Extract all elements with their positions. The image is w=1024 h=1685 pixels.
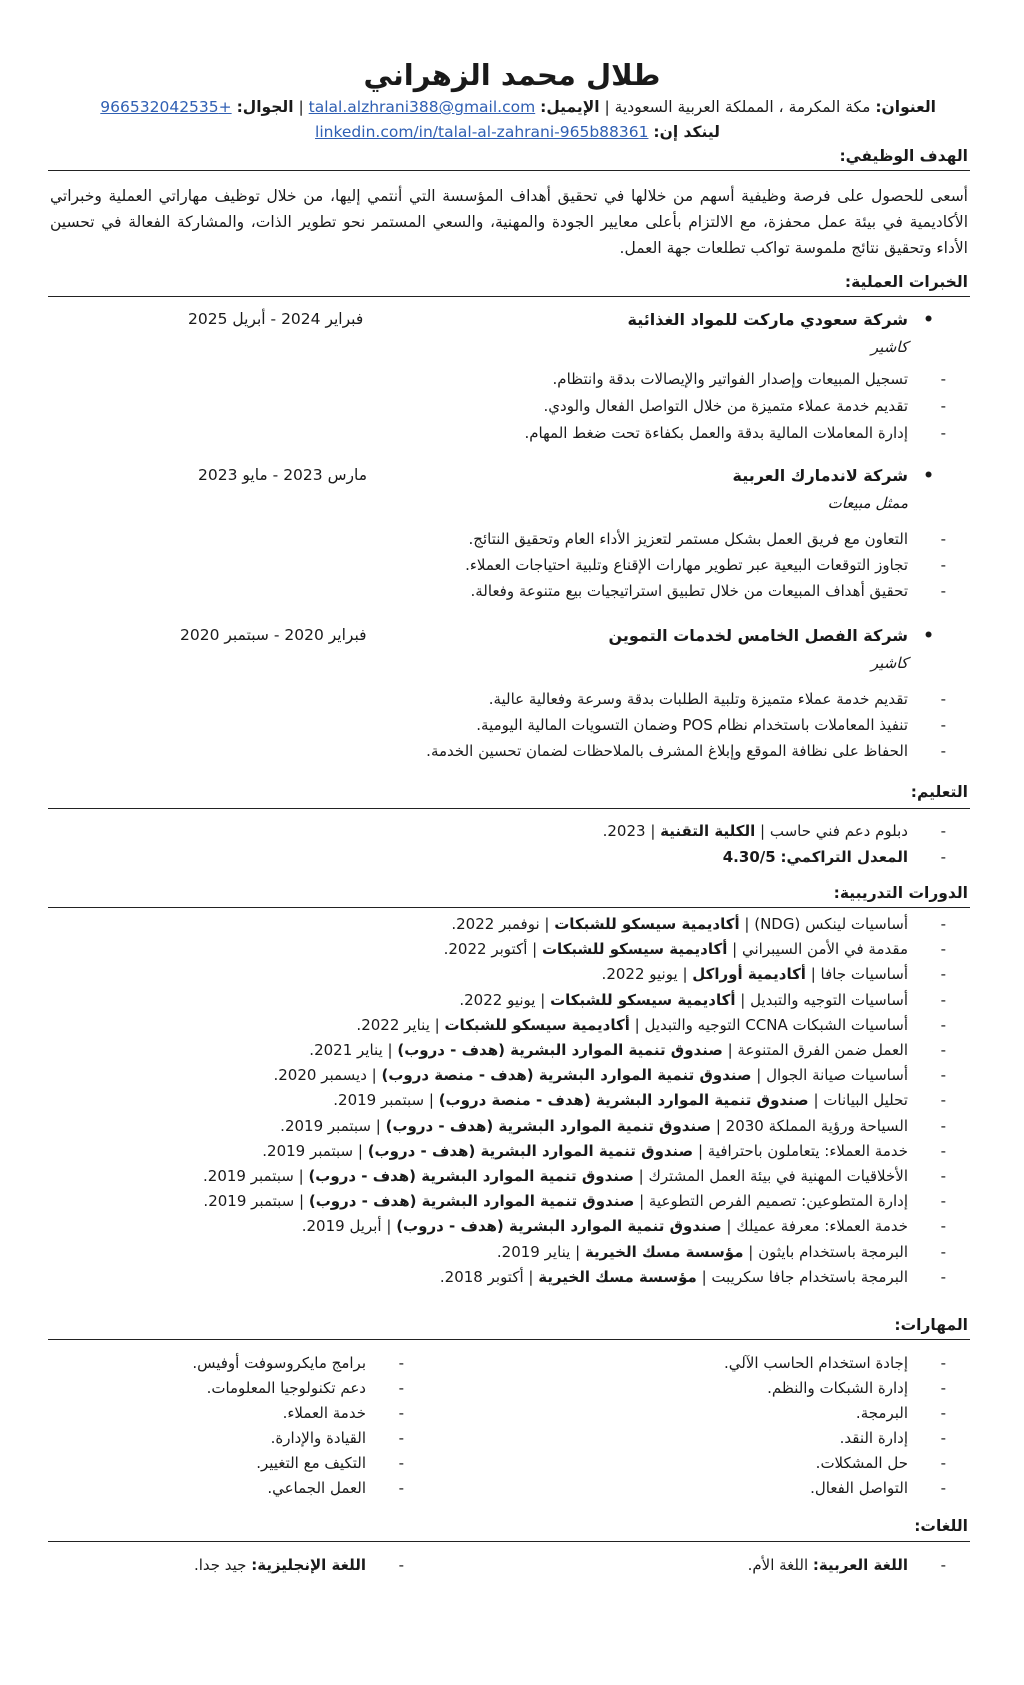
divider bbox=[48, 170, 970, 171]
course-org: أكاديمية أوراكل bbox=[692, 965, 806, 984]
course-date: سبتمبر 2019. bbox=[203, 1192, 295, 1211]
course-name: أساسيات جافا bbox=[820, 965, 908, 984]
course-name: الأخلاقيات المهنية في بيئة العمل المشترك bbox=[648, 1167, 908, 1185]
course-date: سبتمبر 2019. bbox=[333, 1091, 425, 1110]
course-date: يونيو 2022. bbox=[459, 990, 536, 1009]
course-item: - إدارة المتطوعين: تصميم الفرص التطوعية | صندوق تنمية الموارد البشرية (هدف - دروب) | سبتمبر 2019. bbox=[203, 1192, 908, 1210]
course-name: أساسيات لينكس (NDG) bbox=[754, 915, 908, 933]
course-item: - أساسيات الشبكات CCNA التوجيه والتبديل | أكاديمية سيسكو للشبكات | يناير 2022. bbox=[356, 1016, 908, 1034]
job-bullet: - تقديم خدمة عملاء متميزة وتلبية الطلبات بدقة وسرعة وفعالية عالية. bbox=[489, 690, 908, 708]
course-item: - البرمجة باستخدام بايثون | مؤسسة مسك الخيرية | يناير 2019. bbox=[497, 1243, 908, 1261]
job-date: فبراير 2020 - سبتمبر 2020 bbox=[180, 626, 367, 644]
education-degree-line: - دبلوم دعم فني حاسب | الكلية التقنية | 2023. bbox=[603, 822, 908, 840]
language-english-level: جيد جدا. bbox=[193, 1556, 247, 1574]
course-item: - أساسيات جافا | أكاديمية أوراكل | يونيو 2022. bbox=[602, 965, 908, 983]
course-date: أكتوبر 2022. bbox=[443, 940, 528, 959]
course-org: صندوق تنمية الموارد البشرية (هدف - دروب) bbox=[367, 1141, 694, 1160]
course-date: أبريل 2019. bbox=[301, 1217, 382, 1236]
course-name: أساسيات التوجيه والتبديل bbox=[750, 990, 908, 1009]
course-name: البرمجة باستخدام جافا سكريبت bbox=[711, 1267, 908, 1286]
divider bbox=[48, 1541, 970, 1542]
course-org: صندوق تنمية الموارد البشرية (هدف - دروب) bbox=[397, 1041, 723, 1059]
skill-item: - التكيف مع التغيير. bbox=[256, 1454, 366, 1472]
job-company: • شركة لاندمارك العربية bbox=[732, 466, 908, 485]
institution: الكلية التقنية bbox=[660, 822, 756, 840]
job-bullet: - التعاون مع فريق العمل بشكل مستمر لتعزيز الأداء العام وتحقيق النتائج. bbox=[469, 530, 908, 548]
course-date: أكتوبر 2018. bbox=[439, 1267, 524, 1286]
skill-item: - إدارة النقد. bbox=[840, 1429, 908, 1447]
course-date: يناير 2019. bbox=[496, 1242, 571, 1261]
language-arabic-label: اللغة العربية: bbox=[812, 1556, 908, 1574]
course-item: - البرمجة باستخدام جافا سكريبت | مؤسسة مسك الخيرية | أكتوبر 2018. bbox=[440, 1268, 908, 1286]
divider bbox=[48, 1339, 970, 1340]
job-company: • شركة الفصل الخامس لخدمات التموين bbox=[608, 626, 908, 645]
course-item: - خدمة العملاء: يتعاملون باحترافية | صندوق تنمية الموارد البشرية (هدف - دروب) | سبتمبر 2019. bbox=[262, 1142, 908, 1160]
job-role: كاشير bbox=[870, 654, 908, 672]
language-english-label: اللغة الإنجليزية: bbox=[251, 1556, 366, 1574]
address-label: العنوان: bbox=[875, 98, 936, 116]
course-name: البرمجة باستخدام بايثون bbox=[758, 1242, 908, 1261]
address-value: مكة المكرمة ، المملكة العربية السعودية bbox=[614, 98, 871, 116]
person-name: طلال محمد الزهراني bbox=[363, 58, 661, 92]
course-date: يونيو 2022. bbox=[601, 965, 678, 984]
course-name: السياحة ورؤية المملكة 2030 bbox=[725, 1116, 908, 1135]
course-name: تحليل البيانات bbox=[823, 1091, 908, 1110]
skill-item: - حل المشكلات. bbox=[816, 1454, 908, 1472]
course-item: - العمل ضمن الفرق المتنوعة | صندوق تنمية الموارد البشرية (هدف - دروب) | يناير 2021. bbox=[309, 1041, 908, 1059]
divider bbox=[48, 296, 970, 297]
course-date: سبتمبر 2019. bbox=[280, 1116, 371, 1135]
experience-heading: الخبرات العملية: bbox=[844, 273, 968, 291]
course-org: مؤسسة مسك الخيرية bbox=[538, 1267, 697, 1286]
gpa-label: المعدل التراكمي: bbox=[780, 848, 908, 866]
phone-label: الجوال: bbox=[236, 98, 294, 116]
course-date: نوفمبر 2022. bbox=[451, 915, 540, 933]
job-bullet: - تقديم خدمة عملاء متميزة من خلال التواصل الفعال والودي. bbox=[544, 397, 908, 415]
language-english bbox=[194, 1556, 366, 1574]
course-item: - الأخلاقيات المهنية في بيئة العمل المشترك | صندوق تنمية الموارد البشرية (هدف - دروب) | سبتمبر 2019. bbox=[203, 1167, 908, 1185]
course-org: صندوق تنمية الموارد البشرية (هدف - منصة دروب) bbox=[438, 1091, 809, 1110]
course-name: مقدمة في الأمن السيبراني bbox=[741, 940, 908, 959]
course-name: إدارة المتطوعين: تصميم الفرص التطوعية bbox=[648, 1192, 908, 1211]
languages-heading: اللغات: bbox=[914, 1517, 968, 1535]
education-gpa-line bbox=[723, 848, 908, 866]
course-org: صندوق تنمية الموارد البشرية (هدف - دروب) bbox=[385, 1116, 712, 1135]
job-bullet: - تحقيق أهداف المبيعات من خلال تطبيق استراتيجيات بيع متنوعة وفعالة. bbox=[471, 582, 909, 600]
course-org: صندوق تنمية الموارد البشرية (هدف - منصة دروب) bbox=[381, 1066, 752, 1085]
skill-item: - البرمجة. bbox=[856, 1404, 908, 1422]
education-heading: التعليم: bbox=[910, 783, 968, 801]
gpa-value: 4.30/5 bbox=[722, 848, 776, 866]
skill-item: - دعم تكنولوجيا المعلومات. bbox=[207, 1379, 366, 1397]
course-item: - أساسيات التوجيه والتبديل | أكاديمية سيسكو للشبكات | يونيو 2022. bbox=[459, 991, 908, 1009]
course-org: صندوق تنمية الموارد البشرية (هدف - دروب) bbox=[308, 1192, 635, 1211]
course-item: - خدمة العملاء: معرفة عميلك | صندوق تنمية الموارد البشرية (هدف - دروب) | أبريل 2019. bbox=[302, 1217, 908, 1235]
skill-item: - العمل الجماعي. bbox=[267, 1479, 366, 1497]
job-bullet: - تنفيذ المعاملات باستخدام نظام POS وضمان التسويات المالية اليومية. bbox=[476, 716, 908, 734]
courses-heading: الدورات التدريبية: bbox=[833, 884, 968, 902]
skill-item: - القيادة والإدارة. bbox=[271, 1429, 366, 1447]
course-item: - السياحة ورؤية المملكة 2030 | صندوق تنمية الموارد البشرية (هدف - دروب) | سبتمبر 2019. bbox=[280, 1117, 908, 1135]
course-name: العمل ضمن الفرق المتنوعة bbox=[737, 1041, 908, 1059]
course-item: - أساسيات صيانة الجوال | صندوق تنمية الموارد البشرية (هدف - منصة دروب) | ديسمبر 2020. bbox=[273, 1066, 908, 1084]
course-date: يناير 2021. bbox=[309, 1041, 383, 1059]
language-arabic bbox=[748, 1556, 908, 1574]
skill-item: - برامج مايكروسوفت أوفيس. bbox=[192, 1354, 366, 1372]
skill-item: - إدارة الشبكات والنظم. bbox=[767, 1379, 908, 1397]
degree: دبلوم دعم فني حاسب bbox=[769, 822, 908, 840]
course-org: أكاديمية سيسكو للشبكات bbox=[444, 1015, 630, 1034]
job-company: • شركة سعودي ماركت للمواد الغذائية bbox=[628, 310, 909, 329]
divider bbox=[48, 808, 970, 809]
job-date: فبراير 2024 - أبريل 2025 bbox=[188, 310, 364, 328]
job-bullet: - الحفاظ على نظافة الموقع وإبلاغ المشرف بالملاحظات لضمان تحسين الخدمة. bbox=[426, 742, 908, 760]
linkedin-label: لينكد إن: bbox=[653, 123, 720, 141]
course-org: مؤسسة مسك الخيرية bbox=[584, 1242, 744, 1261]
linkedin-line bbox=[315, 123, 720, 141]
course-date: يناير 2022. bbox=[356, 1015, 430, 1034]
graduation-year: 2023. bbox=[602, 822, 646, 840]
phone-link[interactable]: +966532042535 bbox=[100, 98, 232, 116]
course-org: صندوق تنمية الموارد البشرية (هدف - دروب) bbox=[308, 1167, 634, 1185]
course-item: - تحليل البيانات | صندوق تنمية الموارد البشرية (هدف - منصة دروب) | سبتمبر 2019. bbox=[333, 1091, 908, 1109]
job-date: مارس 2023 - مايو 2023 bbox=[198, 466, 367, 484]
skills-heading: المهارات: bbox=[894, 1316, 968, 1334]
skill-item: - التواصل الفعال. bbox=[810, 1479, 908, 1497]
linkedin-link[interactable]: linkedin.com/in/talal-al-zahrani-965b88361 bbox=[315, 123, 649, 141]
job-role: ممثل مبيعات bbox=[827, 494, 908, 512]
course-date: سبتمبر 2019. bbox=[203, 1167, 294, 1185]
skill-item: - خدمة العملاء. bbox=[283, 1404, 366, 1422]
objective-heading: الهدف الوظيفي: bbox=[839, 147, 968, 165]
course-org: صندوق تنمية الموارد البشرية (هدف - دروب) bbox=[396, 1217, 722, 1236]
course-name: خدمة العملاء: يتعاملون باحترافية bbox=[707, 1141, 908, 1160]
course-name: أساسيات الشبكات CCNA التوجيه والتبديل bbox=[644, 1015, 908, 1034]
course-org: أكاديمية سيسكو للشبكات bbox=[550, 990, 736, 1009]
course-date: سبتمبر 2019. bbox=[262, 1141, 354, 1160]
divider bbox=[48, 907, 970, 908]
objective-text: أسعى للحصول على فرصة وظيفية أسهم من خلالها في تحقيق أهداف المؤسسة التي أنتمي إليها، من خلال توظيف مهاراتي العملية وخبراتي الأكاديمية في بيئة عمل محفزة، مع الالتزام بأعلى معايير الجودة والمهنية، والسعي المستمر نحو تطوير الذات، والمشاركة الفعالة في تحسين الأداء وتحقيق نتائج ملموسة تواكب تطلعات جهة العمل. bbox=[50, 187, 968, 257]
job-bullet: - إدارة المعاملات المالية بدقة والعمل بكفاءة تحت ضغط المهام. bbox=[525, 424, 909, 442]
job-role: كاشير bbox=[870, 338, 908, 356]
job-bullet: - تجاوز التوقعات البيعية عبر تطوير مهارات الإقناع وتلبية احتياجات العملاء. bbox=[465, 556, 908, 574]
course-name: أساسيات صيانة الجوال bbox=[766, 1066, 908, 1085]
job-bullet: - تسجيل المبيعات وإصدار الفواتير والإيصالات بدقة وانتظام. bbox=[553, 370, 908, 388]
course-org: أكاديمية سيسكو للشبكات bbox=[541, 940, 728, 959]
course-item: - أساسيات لينكس (NDG) | أكاديمية سيسكو للشبكات | نوفمبر 2022. bbox=[451, 915, 908, 933]
course-item: - مقدمة في الأمن السيبراني | أكاديمية سيسكو للشبكات | أكتوبر 2022. bbox=[444, 940, 908, 958]
skill-item: - إجادة استخدام الحاسب الآلي. bbox=[724, 1354, 908, 1372]
contact-line: العنوان: مكة المكرمة ، المملكة العربية السعودية | الإيميل: talal.alzhrani388@gmail.com | الجوال: +966532042535 bbox=[100, 98, 936, 116]
email-label: الإيميل: bbox=[540, 98, 600, 116]
course-name: خدمة العملاء: معرفة عميلك bbox=[736, 1217, 908, 1236]
course-date: ديسمبر 2020. bbox=[273, 1066, 367, 1085]
course-org: أكاديمية سيسكو للشبكات bbox=[554, 915, 740, 933]
language-arabic-level: اللغة الأم. bbox=[747, 1556, 809, 1574]
email-link[interactable]: talal.alzhrani388@gmail.com bbox=[308, 98, 536, 116]
